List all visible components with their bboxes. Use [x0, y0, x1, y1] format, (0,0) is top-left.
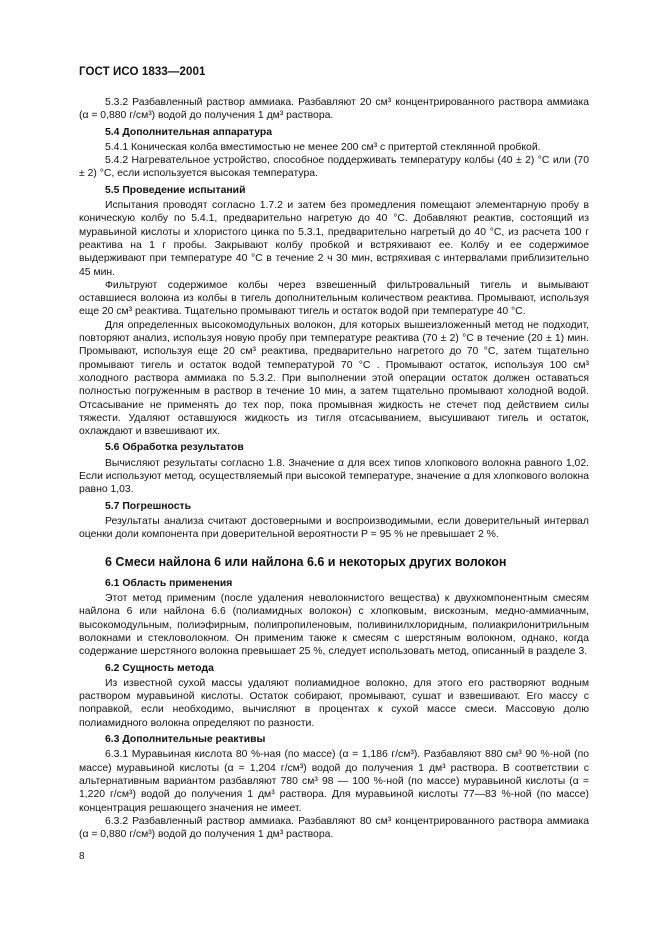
paragraph-6-3-1: 6.3.1 Муравьиная кислота 80 %-ная (по массе) (α = 1,186 г/см³). Разбавляют 880 см³ 90 %-ной (по массе) муравьиной кислоты (α = 1,204 г/см³) водой до получения 1 дм³ раствора. В соответствии с альтернативным вариантом разбавляют 780 см³ 98 — 100 %-ной (по массе) муравьиной кислоты (α = 1,220 г/см³) водой до получения 1 дм³ раствора. Для муравьиной кислоты 77—83 %-ной (по массе) концентрация решающего значения не имеет. — [79, 749, 589, 814]
paragraph-5-5-b: Фильтруют содержимое колбы через взвешенный фильтровальный тигель и вымывают оставшиеся волокна из колбы в тигель дополнительным количеством реактива. Промывают, используя еще 20 см³ реактива. Тщательно промывают тигель и остаток водой при температуре 40 °С. — [79, 279, 589, 318]
document-header: ГОСТ ИСО 1833—2001 — [79, 66, 206, 78]
paragraph-5-4-1: 5.4.1 Коническая колба вместимостью не менее 200 см³ с притертой стеклянной пробкой. — [105, 141, 541, 153]
subheading-6-1: 6.1 Область применения — [105, 577, 233, 589]
paragraph-5-5-c: Для определенных высокомодульных волокон, для которых вышеизложенный метод не подходит, повторяют анализ, используя новую пробу при температуре реактива (70 ± 2) °С в течение (20 ± 1) мин. Промывают, используя еще 20 см³ реактива, предварительно нагретого до 70 °С, затем тщательно промывают тигель и остаток водой температурой 70 °С . Промывают остаток, используя 100 см³ холодного раствора аммиака по 5.3.2. При выполнении этой операции остаток должен оставаться полностью погруженным в раствор в течение 10 мин, а затем тщательно промывают холодной водой. Отсасывание не применять до тех пор, пока промывная жидкость не стечет под действием силы тяжести. Удаляют оставшуюся жидкость из тигля отсасыванием, высушивают тигель и остаток, охлаждают и взвешивают их. — [79, 319, 589, 438]
paragraph-5-3-2: 5.3.2 Разбавленный раствор аммиака. Разбавляют 20 см³ концентрированного раствора аммиака (α = 0,880 г/см³) водой до получения 1 дм³ раствора. — [79, 97, 589, 122]
subheading-5-5: 5.5 Проведение испытаний — [105, 184, 246, 196]
subheading-5-7: 5.7 Погрешность — [105, 500, 192, 512]
paragraph-5-6: Вычисляют результаты согласно 1.8. Значение α для всех типов хлопкового волокна равного 1,02. Если используют метод, осуществляемый при высокой температуре, значение α для хлопкового волокна равно 1,03. — [79, 457, 589, 496]
section-heading-6: 6 Смеси найлона 6 или найлона 6.6 и некоторых других волокон — [105, 554, 507, 569]
paragraph-5-7: Результаты анализа считают достоверными и воспроизводимыми, если доверительный интервал оценки доли компонента при доверительной вероятности P = 95 % не превышает 2 %. — [79, 515, 589, 541]
page-number: 8 — [79, 851, 85, 862]
paragraph-5-4-2: 5.4.2 Нагревательное устройство, способное поддерживать температуру колбы (40 ± 2) °С или (70 ± 2) °С, если используется высокая температура. — [79, 155, 589, 180]
paragraph-6-3-2: 6.3.2 Разбавленный раствор аммиака. Разбавляют 80 см³ концентрированного раствора аммиака (α = 0,880 г/см³) водой до получения 1 дм³ раствора. — [79, 815, 589, 841]
paragraph-6-1: Этот метод применим (после удаления неволокнистого вещества) к двухкомпонентным смесям найлона 6 или найлона 6.6 (полиамидных волокон) с хлопковым, вискозным, медно-аммиачным, высокомодульным, полиэфирным, полипропиленовым, поливинилхлоридным, полиакрилонитрильным волокнами и стекловолокном. Он применим также к смесям с шерстяным волокном, однако, когда содержание шерстяного волокна превышает 25 %, следует использовать метод, описанный в разделе 3. — [79, 593, 589, 658]
paragraph-5-5-a: Испытания проводят согласно 1.7.2 и затем без промедления помещают элементарную пробу в коническую колбу по 5.4.1, предварительно нагретую до 40 °С. Добавляют реактив, состоящий из муравьиной кислоты и хлористого цинка по 5.3.1, предварительно нагретый до 40 °С, из расчета 100 г реактива на 1 г пробы. Закрывают колбу пробкой и встряхивают ее. Колбу и ее содержимое выдерживают при температуре 40 °С в течение 2 ч 30 мин, встряхивая с интервалами приблизительно 45 мин. — [79, 200, 589, 278]
subheading-5-6: 5.6 Обработка результатов — [105, 442, 244, 454]
subheading-5-4: 5.4 Дополнительная аппаратура — [105, 126, 273, 138]
subheading-6-3: 6.3 Дополнительные реактивы — [105, 734, 266, 746]
subheading-6-2: 6.2 Сущность метода — [105, 662, 214, 674]
paragraph-6-2: Из известной сухой массы удаляют полиамидное волокно, для этого его растворяют водным раствором муравьиной кислоты. Остаток собирают, промывают, сушат и взвешивают. Его массу с поправкой, если необходимо, вычисляют в процентах к сухой массе смеси. Массовую долю полиамидного волокна определяют по разности. — [79, 677, 589, 729]
document-body — [79, 96, 589, 841]
